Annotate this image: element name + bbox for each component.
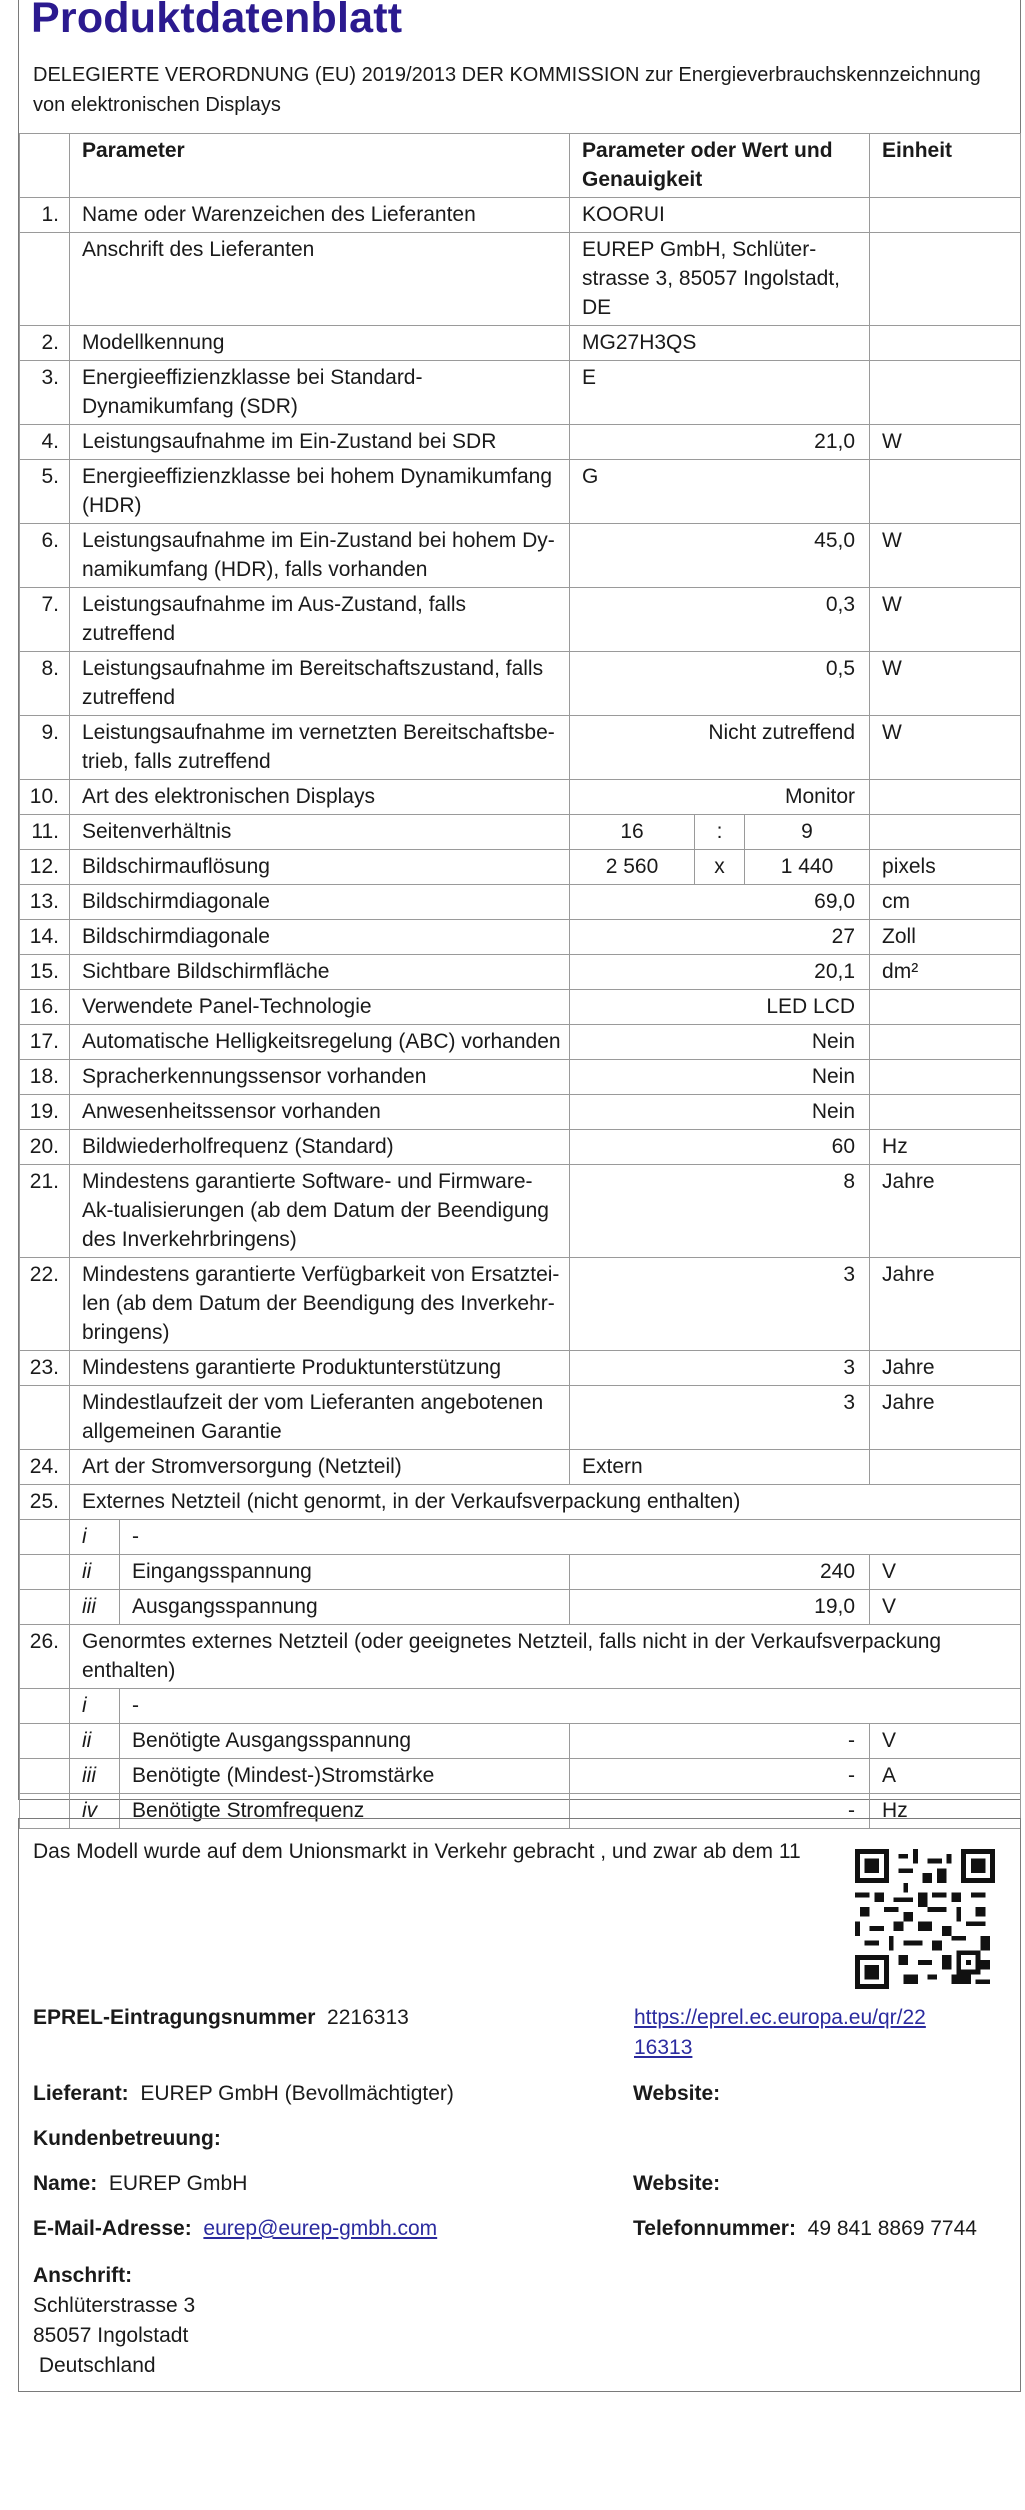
row-parameter: Verwendete Panel-Technologie bbox=[70, 990, 570, 1025]
spec-table bbox=[19, 133, 1021, 1829]
row-parameter: Bildschirmdiagonale bbox=[70, 920, 570, 955]
row-unit: W bbox=[870, 588, 1021, 652]
sub-row bbox=[20, 1724, 1021, 1759]
supplier-label: Lieferant: bbox=[33, 2082, 129, 2105]
table-row bbox=[20, 361, 1021, 425]
eprel-link-line2[interactable]: 16313 bbox=[634, 2036, 693, 2059]
website2-label: Website: bbox=[633, 2172, 721, 2195]
row-unit: dm² bbox=[870, 955, 1021, 990]
row-parameter: Art des elektronischen Displays bbox=[70, 780, 570, 815]
sub-unit: V bbox=[870, 1590, 1021, 1625]
row-parameter: Bildwiederholfrequenz (Standard) bbox=[70, 1130, 570, 1165]
row-value-sep: x bbox=[695, 850, 745, 885]
datasheet-frame bbox=[18, 0, 1021, 1822]
row-parameter: Sichtbare Bildschirmfläche bbox=[70, 955, 570, 990]
row-parameter: Energieeffizienzklasse bei hohem Dynamikumfang (HDR) bbox=[70, 460, 570, 524]
row-parameter: Leistungsaufnahme im Ein-Zustand bei hohem Dy-namikumfang (HDR), falls vorhanden bbox=[70, 524, 570, 588]
row-unit: pixels bbox=[870, 850, 1021, 885]
sub-label: Benötigte Ausgangsspannung bbox=[120, 1724, 570, 1759]
row-number bbox=[20, 1520, 70, 1555]
address-label: Anschrift: bbox=[33, 2264, 133, 2287]
row-value: Nicht zutreffend bbox=[570, 716, 870, 780]
row-number: 5. bbox=[20, 460, 70, 524]
eprel-number: 2216313 bbox=[327, 2006, 409, 2029]
row-value: 27 bbox=[570, 920, 870, 955]
row-unit: Jahre bbox=[870, 1386, 1021, 1450]
row-number: 24. bbox=[20, 1450, 70, 1485]
table-row bbox=[20, 1060, 1021, 1095]
table-row bbox=[20, 326, 1021, 361]
row-number: 6. bbox=[20, 524, 70, 588]
row-value: 3 bbox=[570, 1351, 870, 1386]
row-number: 2. bbox=[20, 326, 70, 361]
row-number bbox=[20, 233, 70, 326]
row-value: E bbox=[570, 361, 870, 425]
row-unit bbox=[870, 1060, 1021, 1095]
row-unit bbox=[870, 815, 1021, 850]
row-parameter: Leistungsaufnahme im Aus-Zustand, falls zutreffend bbox=[70, 588, 570, 652]
regulation-subtitle: DELEGIERTE VERORDNUNG (EU) 2019/2013 DER KOMMISSION zur Energieverbrauchskennzeichnung von elektronischen Displays bbox=[33, 64, 981, 116]
row-value: 60 bbox=[570, 1130, 870, 1165]
row-number: 15. bbox=[20, 955, 70, 990]
name-value: EUREP GmbH bbox=[108, 2172, 248, 2195]
table-row bbox=[20, 1450, 1021, 1485]
table-row bbox=[20, 1095, 1021, 1130]
row-number: 9. bbox=[20, 716, 70, 780]
row-parameter: Mindestens garantierte Software- und Firmware-Ak-tualisierungen (ab dem Datum der Beendigung des Inverkehrbringens) bbox=[70, 1165, 570, 1258]
table-row bbox=[20, 1351, 1021, 1386]
sub-row bbox=[20, 1759, 1021, 1794]
row-value: LED LCD bbox=[570, 990, 870, 1025]
table-row bbox=[20, 1025, 1021, 1060]
row-number: 23. bbox=[20, 1351, 70, 1386]
table-row bbox=[20, 524, 1021, 588]
sub-value: - bbox=[570, 1724, 870, 1759]
table-row bbox=[20, 850, 1021, 885]
row-number: 19. bbox=[20, 1095, 70, 1130]
row-unit bbox=[870, 1095, 1021, 1130]
address-line-3: Deutschland bbox=[33, 2354, 156, 2377]
row-number: 18. bbox=[20, 1060, 70, 1095]
table-row bbox=[20, 955, 1021, 990]
row-unit bbox=[870, 198, 1021, 233]
row-parameter: Leistungsaufnahme im vernetzten Bereitschaftsbe-trieb, falls zutreffend bbox=[70, 716, 570, 780]
table-row bbox=[20, 460, 1021, 524]
row-parameter: Mindestlaufzeit der vom Lieferanten angebotenen allgemeinen Garantie bbox=[70, 1386, 570, 1450]
sub-value: 19,0 bbox=[570, 1590, 870, 1625]
header-value: Parameter oder Wert und Genauigkeit bbox=[570, 134, 870, 198]
row-unit bbox=[870, 326, 1021, 361]
row-unit bbox=[870, 1450, 1021, 1485]
row-unit: W bbox=[870, 425, 1021, 460]
sub-index: ii bbox=[70, 1555, 120, 1590]
sub-index: ii bbox=[70, 1724, 120, 1759]
sub-unit: V bbox=[870, 1555, 1021, 1590]
row-unit: Jahre bbox=[870, 1351, 1021, 1386]
email-link[interactable]: eurep@eurep-gmbh.com bbox=[203, 2217, 438, 2240]
sub-index: iii bbox=[70, 1590, 120, 1625]
row-number: 13. bbox=[20, 885, 70, 920]
row-value-b: 9 bbox=[745, 815, 870, 850]
row-parameter: Automatische Helligkeitsregelung (ABC) vorhanden bbox=[70, 1025, 570, 1060]
row-value: Nein bbox=[570, 1095, 870, 1130]
eprel-link-line1[interactable]: https://eprel.ec.europa.eu/qr/22 bbox=[634, 2006, 926, 2029]
sub-label: - bbox=[120, 1520, 1021, 1555]
row-number bbox=[20, 1590, 70, 1625]
row-number: 17. bbox=[20, 1025, 70, 1060]
table-row bbox=[20, 425, 1021, 460]
row-number bbox=[20, 1724, 70, 1759]
row-number bbox=[20, 1386, 70, 1450]
address-line-1: Schlüterstrasse 3 bbox=[33, 2294, 196, 2317]
row-value-a: 16 bbox=[570, 815, 695, 850]
row-unit: W bbox=[870, 652, 1021, 716]
sub-unit: V bbox=[870, 1724, 1021, 1759]
table-row bbox=[20, 1485, 1021, 1520]
supplier-value: EUREP GmbH (Bevollmächtigter) bbox=[140, 2082, 454, 2105]
sub-unit: A bbox=[870, 1759, 1021, 1794]
row-parameter: Anwesenheitssensor vorhanden bbox=[70, 1095, 570, 1130]
table-row bbox=[20, 198, 1021, 233]
row-value: G bbox=[570, 460, 870, 524]
market-placement-text: Das Modell wurde auf dem Unionsmarkt in Verkehr gebracht , und zwar ab dem 11 bbox=[33, 1840, 801, 1863]
row-unit: Jahre bbox=[870, 1258, 1021, 1351]
row-value: MG27H3QS bbox=[570, 326, 870, 361]
table-row bbox=[20, 1130, 1021, 1165]
email-row bbox=[33, 2214, 437, 2244]
row-number: 26. bbox=[20, 1625, 70, 1689]
table-row bbox=[20, 652, 1021, 716]
name-label: Name: bbox=[33, 2172, 98, 2195]
row-parameter: Seitenverhältnis bbox=[70, 815, 570, 850]
row-value: 3 bbox=[570, 1258, 870, 1351]
sub-label: - bbox=[120, 1689, 1021, 1724]
section-title: Externes Netzteil (nicht genormt, in der Verkaufsverpackung enthalten) bbox=[70, 1485, 1021, 1520]
row-parameter: Leistungsaufnahme im Bereitschaftszustand, falls zutreffend bbox=[70, 652, 570, 716]
sub-index: iv bbox=[70, 1794, 120, 1829]
row-value: 0,5 bbox=[570, 652, 870, 716]
row-parameter: Energieeffizienzklasse bei Standard-Dynamikumfang (SDR) bbox=[70, 361, 570, 425]
sub-value: - bbox=[570, 1794, 870, 1829]
row-number: 25. bbox=[20, 1485, 70, 1520]
table-row bbox=[20, 920, 1021, 955]
sub-unit: Hz bbox=[870, 1794, 1021, 1829]
header-parameter: Parameter bbox=[70, 134, 570, 198]
row-unit: Zoll bbox=[870, 920, 1021, 955]
table-row bbox=[20, 815, 1021, 850]
table-header-row bbox=[20, 134, 1021, 198]
sub-row bbox=[20, 1590, 1021, 1625]
row-number bbox=[20, 1689, 70, 1724]
row-unit bbox=[870, 460, 1021, 524]
row-unit bbox=[870, 233, 1021, 326]
phone-label: Telefonnummer: bbox=[633, 2217, 796, 2240]
table-row bbox=[20, 588, 1021, 652]
row-unit: Jahre bbox=[870, 1165, 1021, 1258]
row-value: 8 bbox=[570, 1165, 870, 1258]
row-value: 20,1 bbox=[570, 955, 870, 990]
row-number: 7. bbox=[20, 588, 70, 652]
row-unit bbox=[870, 990, 1021, 1025]
name-row bbox=[33, 2169, 247, 2199]
row-unit: cm bbox=[870, 885, 1021, 920]
eprel-label: EPREL-Eintragungsnummer bbox=[33, 2006, 316, 2029]
sub-index: i bbox=[70, 1520, 120, 1555]
row-number: 14. bbox=[20, 920, 70, 955]
table-row bbox=[20, 716, 1021, 780]
row-value: 69,0 bbox=[570, 885, 870, 920]
sub-value: 240 bbox=[570, 1555, 870, 1590]
customer-support-label: Kundenbetreuung: bbox=[33, 2127, 221, 2150]
row-unit: Hz bbox=[870, 1130, 1021, 1165]
row-value-sep: : bbox=[695, 815, 745, 850]
sub-label: Ausgangsspannung bbox=[120, 1590, 570, 1625]
row-number: 4. bbox=[20, 425, 70, 460]
email-label: E-Mail-Adresse: bbox=[33, 2217, 192, 2240]
page-title: Produktdatenblatt bbox=[31, 0, 403, 42]
table-row bbox=[20, 780, 1021, 815]
qr-code-icon[interactable] bbox=[855, 1849, 995, 1989]
row-number: 22. bbox=[20, 1258, 70, 1351]
sub-label: Benötigte Stromfrequenz bbox=[120, 1794, 570, 1829]
row-unit bbox=[870, 1025, 1021, 1060]
table-row bbox=[20, 1625, 1021, 1689]
address-line-2: 85057 Ingolstadt bbox=[33, 2324, 189, 2347]
table-row bbox=[20, 233, 1021, 326]
row-unit bbox=[870, 361, 1021, 425]
supplier-row bbox=[33, 2079, 454, 2109]
sub-label: Eingangsspannung bbox=[120, 1555, 570, 1590]
row-number: 11. bbox=[20, 815, 70, 850]
row-parameter: Bildschirmdiagonale bbox=[70, 885, 570, 920]
row-value: Extern bbox=[570, 1450, 870, 1485]
sub-index: i bbox=[70, 1689, 120, 1724]
website-label: Website: bbox=[633, 2082, 721, 2105]
row-parameter: Anschrift des Lieferanten bbox=[70, 233, 570, 326]
row-number bbox=[20, 1759, 70, 1794]
row-number: 20. bbox=[20, 1130, 70, 1165]
row-number: 12. bbox=[20, 850, 70, 885]
sub-index: iii bbox=[70, 1759, 120, 1794]
row-value-a: 2 560 bbox=[570, 850, 695, 885]
row-number: 3. bbox=[20, 361, 70, 425]
row-value-b: 1 440 bbox=[745, 850, 870, 885]
row-parameter: Art der Stromversorgung (Netzteil) bbox=[70, 1450, 570, 1485]
row-parameter: Name oder Warenzeichen des Lieferanten bbox=[70, 198, 570, 233]
row-value: Nein bbox=[570, 1060, 870, 1095]
row-value: 21,0 bbox=[570, 425, 870, 460]
row-unit: W bbox=[870, 716, 1021, 780]
row-value: KOORUI bbox=[570, 198, 870, 233]
table-row bbox=[20, 1165, 1021, 1258]
header-unit: Einheit bbox=[870, 134, 1021, 198]
table-row bbox=[20, 990, 1021, 1025]
row-value: EUREP GmbH, Schlüter-strasse 3, 85057 Ingolstadt, DE bbox=[570, 233, 870, 326]
row-number: 16. bbox=[20, 990, 70, 1025]
row-number bbox=[20, 1555, 70, 1590]
row-number: 21. bbox=[20, 1165, 70, 1258]
sub-row bbox=[20, 1520, 1021, 1555]
row-value: 3 bbox=[570, 1386, 870, 1450]
eprel-link[interactable] bbox=[634, 2003, 926, 2063]
row-parameter: Leistungsaufnahme im Ein-Zustand bei SDR bbox=[70, 425, 570, 460]
row-parameter: Mindestens garantierte Produktunterstützung bbox=[70, 1351, 570, 1386]
eprel-row bbox=[33, 2003, 409, 2033]
row-parameter: Modellkennung bbox=[70, 326, 570, 361]
row-number: 8. bbox=[20, 652, 70, 716]
row-value: Nein bbox=[570, 1025, 870, 1060]
sub-label: Benötigte (Mindest-)Stromstärke bbox=[120, 1759, 570, 1794]
phone-value: 49 841 8869 7744 bbox=[807, 2217, 977, 2240]
phone-row bbox=[633, 2214, 977, 2244]
sub-row bbox=[20, 1689, 1021, 1724]
row-number: 1. bbox=[20, 198, 70, 233]
row-parameter: Spracherkennungssensor vorhanden bbox=[70, 1060, 570, 1095]
row-parameter: Mindestens garantierte Verfügbarkeit von Ersatztei-len (ab dem Datum der Beendigung des Inverkehr-bringens) bbox=[70, 1258, 570, 1351]
sub-row bbox=[20, 1555, 1021, 1590]
row-parameter: Bildschirmauflösung bbox=[70, 850, 570, 885]
section-title: Genormtes externes Netzteil (oder geeignetes Netzteil, falls nicht in der Verkaufsverpackung enthalten) bbox=[70, 1625, 1021, 1689]
table-row bbox=[20, 1386, 1021, 1450]
footer-box bbox=[18, 1818, 1021, 2392]
sub-value: - bbox=[570, 1759, 870, 1794]
row-value: 0,3 bbox=[570, 588, 870, 652]
table-row bbox=[20, 885, 1021, 920]
table-row bbox=[20, 1258, 1021, 1351]
row-unit: W bbox=[870, 524, 1021, 588]
row-unit bbox=[870, 780, 1021, 815]
row-value: Monitor bbox=[570, 780, 870, 815]
row-value: 45,0 bbox=[570, 524, 870, 588]
row-number: 10. bbox=[20, 780, 70, 815]
